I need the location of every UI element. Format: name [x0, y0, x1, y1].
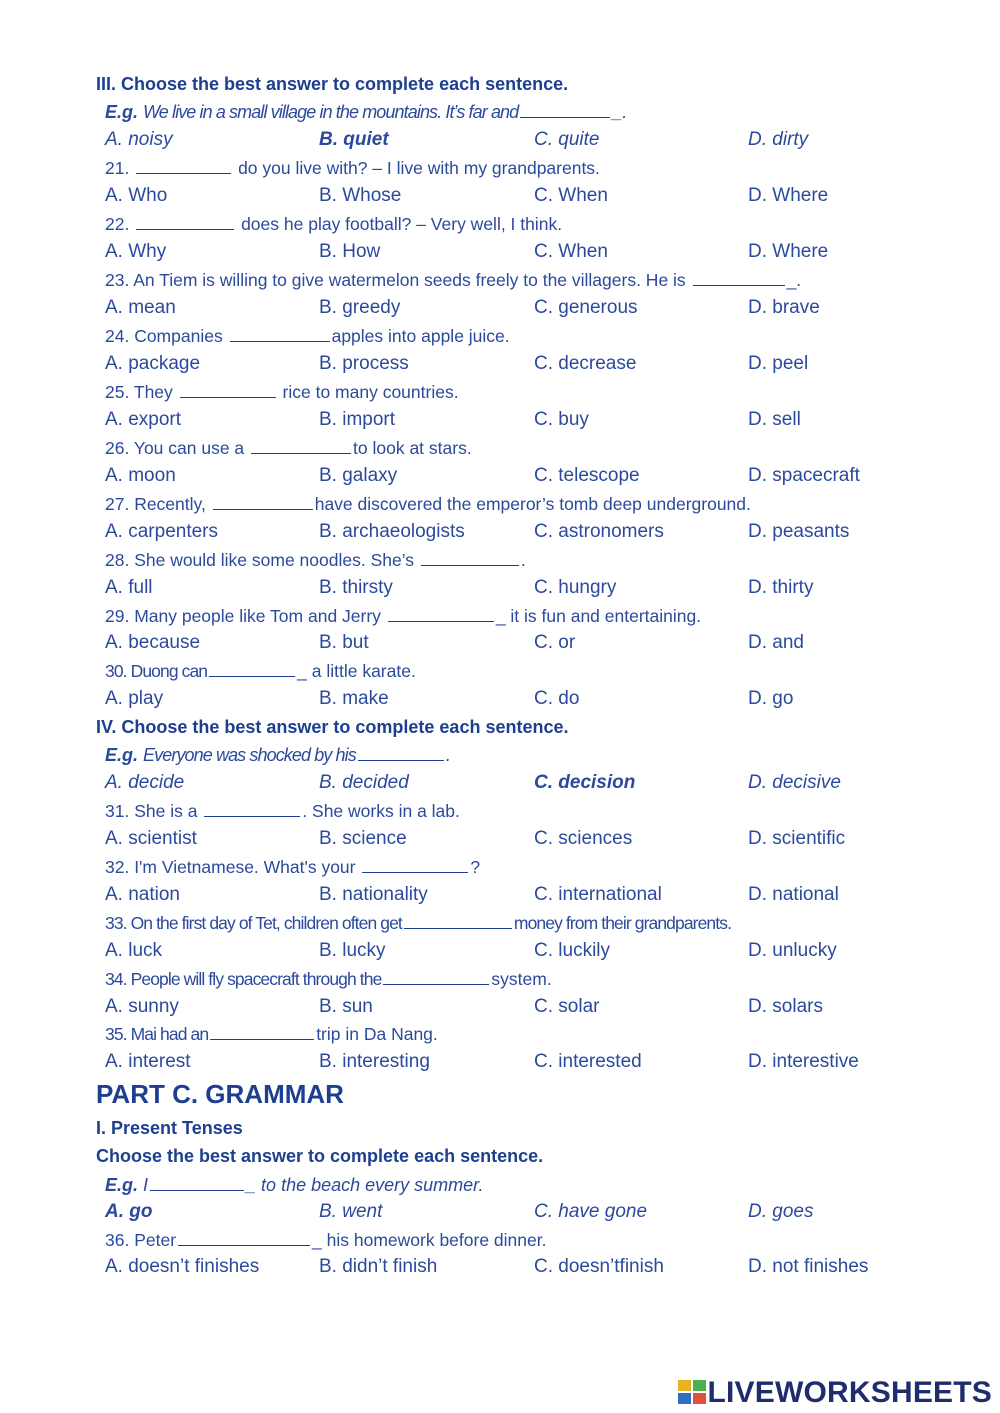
option-a[interactable]: A. interest [105, 1051, 191, 1072]
option-a[interactable]: A. full [105, 577, 153, 598]
option-c[interactable]: C. decrease [534, 353, 637, 374]
example-label: E.g. [105, 1175, 139, 1195]
option-b[interactable]: B. make [319, 688, 389, 709]
option-d[interactable]: D. peasants [748, 521, 850, 542]
option-d[interactable]: D. and [748, 632, 804, 653]
option-d: D. dirty [748, 129, 809, 150]
answer-blank[interactable] [136, 215, 234, 230]
option-c[interactable]: C. astronomers [534, 521, 664, 542]
answer-blank[interactable] [150, 1176, 244, 1191]
part-title: PART C. GRAMMAR [96, 1079, 344, 1109]
option-d[interactable]: D. Where [748, 241, 829, 262]
answer-blank[interactable] [136, 159, 231, 174]
option-b[interactable]: B. nationality [319, 884, 428, 905]
option-b[interactable]: B. Whose [319, 185, 402, 206]
section-heading: III. Choose the best answer to complete each sentence. [96, 74, 569, 94]
option-d[interactable]: D. interestive [748, 1051, 859, 1072]
question-21: 21. do you live with? – I live with my grandparents. [105, 158, 600, 178]
option-c[interactable]: C. interested [534, 1051, 642, 1072]
answer-blank[interactable] [230, 327, 330, 342]
question-28: 28. She would like some noodles. She’s . [105, 550, 526, 570]
option-a[interactable]: A. Who [105, 185, 168, 206]
option-c[interactable]: C. solar [534, 996, 600, 1017]
answer-blank[interactable] [213, 495, 313, 510]
option-a[interactable]: A. export [105, 409, 182, 430]
option-b[interactable]: B. thirsty [319, 577, 393, 598]
answer-blank[interactable] [383, 970, 489, 985]
example-sentence [105, 102, 627, 123]
example-text: Everyone was shocked by his [143, 745, 356, 765]
option-c[interactable]: C. buy [534, 409, 589, 430]
option-b[interactable]: B. process [319, 353, 409, 374]
option-d[interactable]: D. national [748, 884, 839, 905]
question-33: 33. On the first day of Tet, children often get money from their grandparents. [105, 913, 732, 933]
option-b[interactable]: B. didn’t finish [319, 1256, 438, 1277]
answer-blank[interactable] [388, 607, 494, 622]
option-d: D. decisive [748, 772, 841, 793]
liveworksheets-logo-icon [678, 1380, 706, 1404]
answer-blank[interactable] [204, 802, 300, 817]
option-c: C. quite [534, 129, 600, 150]
question-34: 34. People will fly spacecraft through the system. [105, 969, 552, 989]
question-29: 29. Many people like Tom and Jerry _ it is fun and entertaining. [105, 606, 702, 626]
option-d[interactable]: D. go [748, 688, 794, 709]
option-b[interactable]: B. greedy [319, 297, 401, 318]
example-label: E.g. [105, 102, 139, 122]
option-a[interactable]: A. package [105, 353, 201, 374]
example-text-end: . [445, 745, 451, 765]
subheading: I. Present Tenses [96, 1118, 243, 1138]
answer-blank[interactable] [358, 746, 444, 761]
option-b[interactable]: B. import [319, 409, 396, 430]
option-c: C. have gone [534, 1201, 648, 1222]
example-text-end: _ to the beach every summer. [246, 1175, 484, 1195]
answer-blank[interactable] [520, 103, 610, 118]
instruction: Choose the best answer to complete each sentence. [96, 1146, 544, 1166]
option-c[interactable]: C. When [534, 241, 608, 262]
option-c[interactable]: C. international [534, 884, 662, 905]
option-c[interactable]: C. or [534, 632, 576, 653]
option-d: D. goes [748, 1201, 814, 1222]
question-22: 22. does he play football? – Very well, I think. [105, 214, 563, 234]
option-a: A. noisy [105, 129, 173, 150]
example-sentence [105, 1175, 484, 1196]
example-text-end: _. [612, 102, 628, 122]
option-a[interactable]: A. mean [105, 297, 176, 318]
section-heading: IV. Choose the best answer to complete each sentence. [96, 717, 569, 737]
option-c[interactable]: C. luckily [534, 940, 611, 961]
option-d[interactable]: D. thirty [748, 577, 814, 598]
option-c[interactable]: C. doesn’tfinish [534, 1256, 664, 1277]
option-c[interactable]: C. generous [534, 297, 638, 318]
option-d[interactable]: D. solars [748, 996, 823, 1017]
option-c-correct: C. decision [534, 772, 636, 793]
option-d[interactable]: D. sell [748, 409, 801, 430]
option-b[interactable]: B. lucky [319, 940, 386, 961]
question-35: 35. Mai had an trip in Da Nang. [105, 1024, 438, 1044]
option-a[interactable]: A. scientist [105, 828, 197, 849]
option-d[interactable]: D. spacecraft [748, 465, 860, 486]
option-b[interactable]: B. galaxy [319, 465, 398, 486]
answer-blank[interactable] [209, 662, 295, 677]
option-b[interactable]: B. archaeologists [319, 521, 465, 542]
option-a: A. decide [105, 772, 185, 793]
example-label: E.g. [105, 745, 139, 765]
option-a[interactable]: A. luck [105, 940, 163, 961]
question-25: 25. They rice to many countries. [105, 382, 459, 402]
option-d[interactable]: D. peel [748, 353, 809, 374]
option-b[interactable]: B. interesting [319, 1051, 430, 1072]
answer-blank[interactable] [180, 383, 276, 398]
answer-blank[interactable] [421, 551, 519, 566]
option-a[interactable]: A. carpenters [105, 521, 218, 542]
option-b: B. decided [319, 772, 409, 793]
option-a[interactable]: A. nation [105, 884, 180, 905]
option-a-correct: A. go [105, 1201, 153, 1222]
answer-blank[interactable] [404, 914, 512, 929]
option-d[interactable]: D. not finishes [748, 1256, 869, 1277]
option-a[interactable]: A. play [105, 688, 164, 709]
liveworksheets-logo[interactable] [678, 1376, 993, 1410]
question-27: 27. Recently, have discovered the emperor’s tomb deep underground. [105, 494, 751, 514]
option-c[interactable]: C. sciences [534, 828, 633, 849]
example-text: I [143, 1175, 149, 1195]
question-36: 36. Peter _ his homework before dinner. [105, 1230, 547, 1250]
question-30: 30. Duong can _ a little karate. [105, 661, 416, 681]
question-26: 26. You can use a to look at stars. [105, 438, 472, 458]
option-a[interactable]: A. Why [105, 241, 167, 262]
answer-blank[interactable] [693, 271, 785, 286]
example-sentence [105, 745, 451, 766]
answer-blank[interactable] [210, 1025, 314, 1040]
option-c[interactable]: C. telescope [534, 465, 640, 486]
question-32: 32. I'm Vietnamese. What's your ? [105, 857, 481, 877]
logo-text: LIVEWORKSHEETS [707, 1376, 992, 1409]
option-b-correct: B. quiet [319, 129, 389, 150]
option-b[interactable]: B. science [319, 828, 407, 849]
answer-blank[interactable] [362, 858, 468, 873]
answer-blank[interactable] [251, 439, 351, 454]
question-31: 31. She is a . She works in a lab. [105, 801, 460, 821]
option-b[interactable]: B. but [319, 632, 369, 653]
option-b: B. went [319, 1201, 383, 1222]
option-d[interactable]: D. scientific [748, 828, 846, 849]
option-a[interactable]: A. because [105, 632, 201, 653]
option-a[interactable]: A. doesn’t finishes [105, 1256, 260, 1277]
answer-blank[interactable] [178, 1231, 310, 1246]
option-d[interactable]: D. unlucky [748, 940, 837, 961]
option-d[interactable]: D. Where [748, 185, 829, 206]
option-a[interactable]: A. moon [105, 465, 176, 486]
option-c[interactable]: C. do [534, 688, 580, 709]
option-c[interactable]: C. When [534, 185, 608, 206]
option-d[interactable]: D. brave [748, 297, 820, 318]
option-b[interactable]: B. sun [319, 996, 373, 1017]
example-text: We live in a small village in the mountains. It’s far and [143, 102, 519, 122]
question-24: 24. Companies apples into apple juice. [105, 326, 510, 346]
option-a[interactable]: A. sunny [105, 996, 179, 1017]
option-c[interactable]: C. hungry [534, 577, 617, 598]
question-23: 23. An Tiem is willing to give watermelon seeds freely to the villagers. He is _. [105, 270, 802, 290]
option-b[interactable]: B. How [319, 241, 381, 262]
